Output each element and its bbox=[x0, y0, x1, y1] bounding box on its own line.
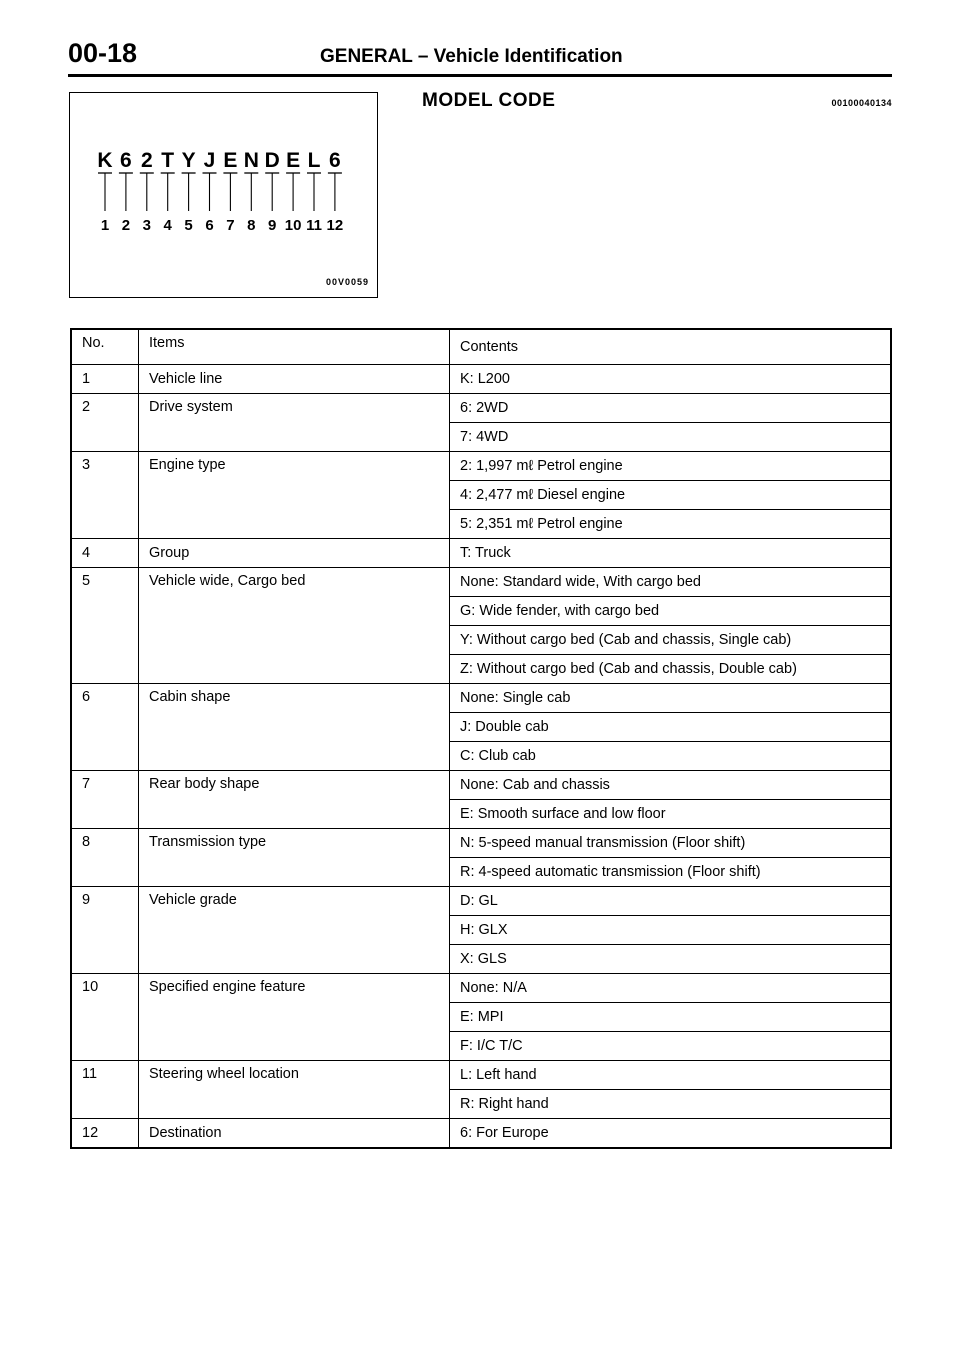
position-number: 7 bbox=[226, 217, 235, 234]
code-letter: 6 bbox=[120, 149, 132, 172]
cell-item: Drive system bbox=[139, 394, 450, 452]
cell-no: 4 bbox=[71, 539, 139, 568]
table-row bbox=[71, 568, 891, 597]
table-row bbox=[71, 771, 891, 800]
cell-no: 5 bbox=[71, 568, 139, 684]
cell-contents: None: Single cab bbox=[450, 684, 892, 713]
code-letter: 2 bbox=[140, 149, 153, 172]
cell-contents: None: Standard wide, With cargo bed bbox=[450, 568, 892, 597]
table-row bbox=[71, 1119, 891, 1149]
table-row bbox=[71, 1061, 891, 1090]
cell-no: 11 bbox=[71, 1061, 139, 1119]
position-number: 8 bbox=[247, 217, 256, 234]
cell-contents: 5: 2,351 mℓ Petrol engine bbox=[450, 510, 892, 539]
cell-item: Cabin shape bbox=[139, 684, 450, 771]
code-letter: E bbox=[286, 149, 301, 172]
position-number: 10 bbox=[284, 217, 302, 234]
cell-contents: R: 4-speed automatic transmission (Floor shift) bbox=[450, 858, 892, 887]
position-number: 11 bbox=[306, 217, 322, 234]
position-number: 6 bbox=[205, 217, 214, 234]
cell-contents: R: Right hand bbox=[450, 1090, 892, 1119]
cell-item: Engine type bbox=[139, 452, 450, 539]
cell-contents: 6: For Europe bbox=[450, 1119, 892, 1149]
cell-contents: 6: 2WD bbox=[450, 394, 892, 423]
table-row bbox=[71, 887, 891, 916]
table-header-row bbox=[71, 329, 891, 365]
cell-contents: 4: 2,477 mℓ Diesel engine bbox=[450, 481, 892, 510]
cell-contents: T: Truck bbox=[450, 539, 892, 568]
cell-item: Group bbox=[139, 539, 450, 568]
section-title: MODEL CODE bbox=[422, 90, 556, 111]
cell-contents: E: MPI bbox=[450, 1003, 892, 1032]
position-number: 12 bbox=[326, 217, 344, 234]
cell-contents: X: GLS bbox=[450, 945, 892, 974]
position-number: 3 bbox=[142, 217, 151, 234]
code-letter: 6 bbox=[329, 149, 341, 172]
cell-contents: H: GLX bbox=[450, 916, 892, 945]
code-letter: N bbox=[243, 149, 259, 172]
chapter-title: GENERAL – Vehicle Identification bbox=[320, 46, 623, 67]
code-letter: L bbox=[307, 149, 321, 172]
cell-contents: C: Club cab bbox=[450, 742, 892, 771]
code-letter: J bbox=[203, 149, 216, 172]
document-id: 00100040134 bbox=[831, 98, 892, 108]
cell-no: 9 bbox=[71, 887, 139, 974]
table-body bbox=[71, 365, 891, 1149]
table-row bbox=[71, 829, 891, 858]
cell-item: Vehicle line bbox=[139, 365, 450, 394]
code-letter: Y bbox=[181, 149, 196, 172]
position-number: 2 bbox=[121, 217, 131, 234]
model-code-diagram bbox=[70, 93, 377, 297]
table-row bbox=[71, 539, 891, 568]
header-contents: Contents bbox=[450, 329, 892, 365]
page-header bbox=[68, 38, 892, 77]
cell-no: 12 bbox=[71, 1119, 139, 1149]
position-number: 1 bbox=[100, 217, 110, 234]
table-row bbox=[71, 394, 891, 423]
cell-contents: N: 5-speed manual transmission (Floor shift) bbox=[450, 829, 892, 858]
cell-no: 8 bbox=[71, 829, 139, 887]
cell-contents: Y: Without cargo bed (Cab and chassis, Single cab) bbox=[450, 626, 892, 655]
header-items: Items bbox=[139, 329, 450, 365]
table-row bbox=[71, 452, 891, 481]
cell-no: 2 bbox=[71, 394, 139, 452]
cell-no: 10 bbox=[71, 974, 139, 1061]
cell-item: Rear body shape bbox=[139, 771, 450, 829]
position-number: 5 bbox=[184, 217, 193, 234]
cell-contents: Z: Without cargo bed (Cab and chassis, Double cab) bbox=[450, 655, 892, 684]
cell-contents: L: Left hand bbox=[450, 1061, 892, 1090]
cell-item: Transmission type bbox=[139, 829, 450, 887]
model-code-table bbox=[70, 328, 892, 1149]
cell-contents: K: L200 bbox=[450, 365, 892, 394]
cell-contents: E: Smooth surface and low floor bbox=[450, 800, 892, 829]
page-number: 00-18 bbox=[68, 38, 138, 68]
cell-contents: D: GL bbox=[450, 887, 892, 916]
header-no: No. bbox=[71, 329, 139, 365]
cell-item: Vehicle wide, Cargo bed bbox=[139, 568, 450, 684]
position-number: 4 bbox=[163, 217, 172, 234]
table-row bbox=[71, 974, 891, 1003]
code-letter: K bbox=[97, 149, 113, 172]
code-letter: D bbox=[264, 149, 280, 172]
figure-id: 00V0059 bbox=[325, 277, 369, 287]
cell-no: 1 bbox=[71, 365, 139, 394]
code-letter: E bbox=[223, 149, 238, 172]
cell-contents: 2: 1,997 mℓ Petrol engine bbox=[450, 452, 892, 481]
table-row bbox=[71, 684, 891, 713]
cell-item: Destination bbox=[139, 1119, 450, 1149]
model-code-figure bbox=[69, 92, 378, 298]
cell-contents: None: N/A bbox=[450, 974, 892, 1003]
cell-contents: None: Cab and chassis bbox=[450, 771, 892, 800]
cell-item: Vehicle grade bbox=[139, 887, 450, 974]
cell-contents: F: I/C T/C bbox=[450, 1032, 892, 1061]
cell-item: Steering wheel location bbox=[139, 1061, 450, 1119]
cell-contents: J: Double cab bbox=[450, 713, 892, 742]
position-number: 9 bbox=[268, 217, 277, 234]
table-row bbox=[71, 365, 891, 394]
cell-contents: G: Wide fender, with cargo bed bbox=[450, 597, 892, 626]
cell-contents: 7: 4WD bbox=[450, 423, 892, 452]
cell-item: Specified engine feature bbox=[139, 974, 450, 1061]
cell-no: 6 bbox=[71, 684, 139, 771]
cell-no: 7 bbox=[71, 771, 139, 829]
code-letter: T bbox=[161, 149, 175, 172]
cell-no: 3 bbox=[71, 452, 139, 539]
